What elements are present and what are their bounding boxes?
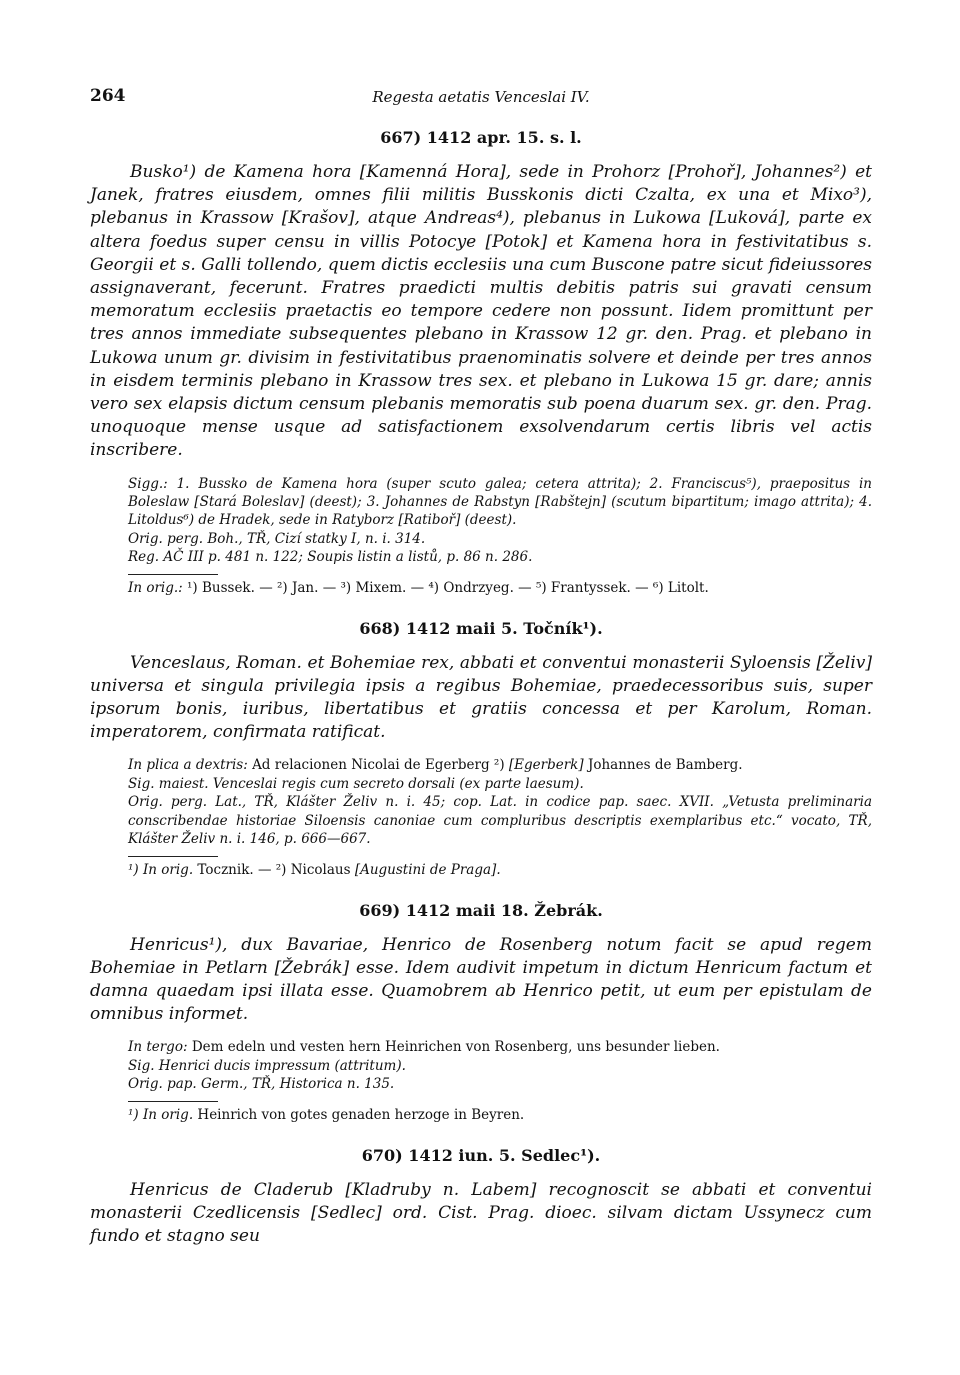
footnote-label: ¹) In orig. (128, 861, 194, 878)
footnote-bracket: [Augustini de Praga]. (354, 861, 501, 878)
running-title: Regesta aetatis Venceslai IV. (372, 88, 590, 106)
entry-667 (90, 128, 872, 597)
page-header (90, 80, 872, 106)
regest-text: Henricus¹), dux Bavariae, Henrico de Rosenberg notum facit se apud regem Bohemiae in Petlarn [Žebrák] esse. Idem audivit impetum in dictum Henricum factum et damna quaedam ipsi illata esse. Quamobrem ab Henrico petit, ut eum per epistulam de omnibus informet. (90, 934, 872, 1025)
registry-note: Reg. AČ III p. 481 n. 122; Soupis listin a listů, p. 86 n. 286. (128, 549, 533, 566)
original-note: Orig. perg. Lat., TŘ, Klášter Želiv n. i. 45; cop. Lat. in codice pap. saec. XVII. „Vetusta preliminaria conscribendae historiae Siloensis canoniae cum compluribus descriptis exemplaribus etc.“ vocato, TŘ, Klášter Želiv n. i. 146, p. 666—667. (128, 794, 872, 848)
footnote-rule (128, 574, 218, 575)
plica-note (128, 756, 872, 774)
tergo-label: In tergo: (128, 1039, 188, 1056)
footnotes (90, 856, 872, 879)
footnote-text: Tocznik. — ²) Nicolaus (197, 861, 351, 878)
footnote-rule (128, 1101, 218, 1102)
footnotes (90, 1101, 872, 1124)
plica-text-2: Johannes de Bamberg. (587, 757, 743, 774)
entry-notes (90, 475, 872, 567)
original-note: Orig. pap. Germ., TŘ, Historica n. 135. (128, 1076, 395, 1093)
page (90, 80, 872, 1248)
seals-note: Sigg.: 1. Bussko de Kamena hora (super scuto galea; cetera attrita); 2. Franciscus⁵), praepositus in Boleslaw [Stará Boleslav] (deest); 3. Johannes de Rabstyn [Rabštejn] (scutum bipartitum; imago attrita); 4. Litoldus⁶) de Hradek, sede in Ratyborz [Ratiboř] (deest). (128, 475, 872, 529)
entry-669 (90, 901, 872, 1124)
entry-670 (90, 1146, 872, 1249)
footnote-line (128, 579, 872, 597)
seal-note: Sig. Henrici ducis impressum (attritum). (128, 1057, 406, 1074)
plica-bracket: [Egerberk] (508, 757, 584, 774)
regest-text: Henricus de Claderub [Kladruby n. Labem] recognoscit se abbati et conventui monasterii Czedlicensis [Sedlec] ord. Cist. Prag. dioec. silvam dictam Ussynecz cum fundo et stagno seu (90, 1179, 872, 1246)
footnote-label: ¹) In orig. (128, 1106, 194, 1123)
plica-label: In plica a dextris: (128, 757, 248, 774)
original-note: Orig. perg. Boh., TŘ, Cizí statky I, n. i. 314. (128, 530, 426, 547)
footnote-line (128, 861, 872, 879)
regest-text: Busko¹) de Kamena hora [Kamenná Hora], sede in Prohorz [Prohoř], Johannes²) et Janek, fratres eiusdem, omnes filii militis Busskonis dicti Czalta, ex una et Mixo³), plebanus in Krassow [Krašov], atque Andreas⁴), plebanus in Lukowa [Luková], parte ex altera foedus super censu in villis Potocye [Potok] et Kamena hora in festivitatibus s. Georgii et s. Galli tollendo, quem dictis ecclesiis una cum Buscone patre sicut fideiussores assignaverant, fecerunt. Fratres praedicti multis debitis patris sui gravati censum memoratum ecclesiis praetactis eo tempore cedere non possunt. Iidem promittunt per tres annos immediate subsequentes plebano in Krassow 12 gr. den. Prag. et plebano in Lukowa unum gr. divisim in festivitatibus praenominatis solvere et deinde per tres annos in eisdem terminis plebano in Krassow tres sex. et plebano in Lukowa 15 gr. dare; annis vero sex elapsis dictum censum plebanis memoratis sub poena duarum sex. gr. den. Prag. unoquoque mense usque ad satisfactionem exsolvendarum certis libris vel actis inscribere. (90, 162, 872, 461)
entry-668 (90, 619, 872, 879)
footnote-label: In orig.: (128, 579, 183, 596)
entry-heading: 667) 1412 apr. 15. s. l. (380, 128, 582, 147)
page-number: 264 (90, 86, 126, 106)
footnotes (90, 574, 872, 597)
footnote-line (128, 1106, 872, 1124)
regest-text: Venceslaus, Roman. et Bohemiae rex, abbati et conventui monasterii Syloensis [Želiv] universa et singula privilegia ipsis a regibus Bohemiae, praedecessoribus suis, super ipsorum bonis, iuribus, libertatibus et gratiis concessa et per Karolum, Roman. imperatorem, confirmata ratificat. (90, 652, 872, 743)
footnote-text: ¹) Bussek. — ²) Jan. — ³) Mixem. — ⁴) Ondrzyeg. — ⁵) Frantyssek. — ⁶) Litolt. (187, 579, 709, 596)
tergo-note (128, 1038, 872, 1056)
entry-heading: 669) 1412 maii 18. Žebrák. (359, 900, 603, 920)
tergo-text: Dem edeln und vesten hern Heinrichen von Rosenberg, uns besunder lieben. (191, 1039, 720, 1056)
plica-text: Ad relacionen Nicolai de Egerberg ²) (252, 757, 505, 774)
entry-notes (90, 756, 872, 848)
footnote-rule (128, 856, 218, 857)
seal-note: Sig. maiest. Venceslai regis cum secreto dorsali (ex parte laesum). (128, 775, 584, 792)
entry-heading: 668) 1412 maii 5. Točník¹). (359, 618, 603, 638)
entry-heading: 670) 1412 iun. 5. Sedlec¹). (361, 1145, 601, 1165)
entry-notes (90, 1038, 872, 1093)
footnote-text: Heinrich von gotes genaden herzoge in Beyren. (197, 1106, 525, 1123)
